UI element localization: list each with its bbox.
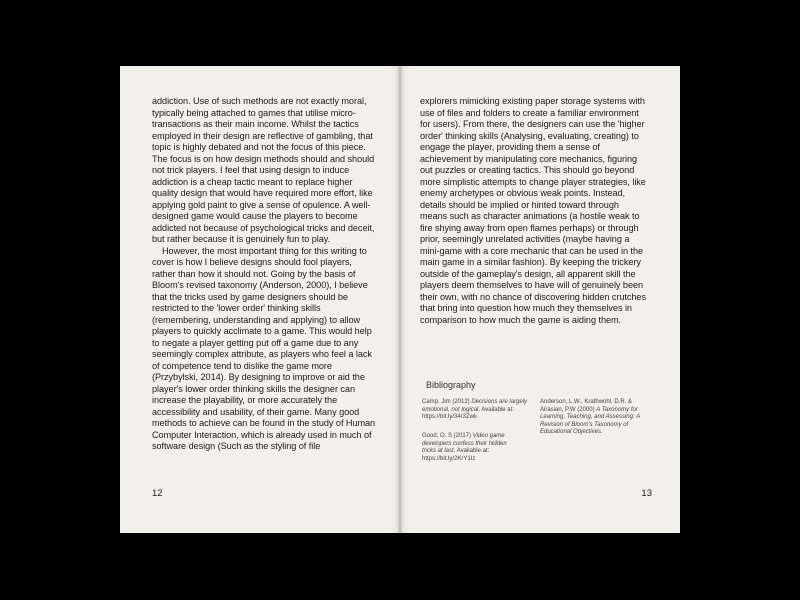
- left-paragraph-2: However, the most important thing for this writing to cover is how I believe designs should fool players, rather than how it should not. Going by the basis of Bloom's revised taxonomy (Anderson, 2000), I believe that the tricks used by game designers should be restricted to the 'lower order' thinking skills (remembering, understanding and applying) to allow players to quickly acclimate to a game. This would help to negate a player getting put off a game due to any seemingly complex attribute, as players who feel a lack of competence tend to dislike the game more (Przybylski, 2014). By designing to improve or aid the player's lower order thinking skills the designer can increase the playability, or more accurately the accessibility and usability, of their game. Many good methods to achieve can be found in the study of Human Computer Interaction, which is already used in much of software design (Such as the styling of file: [152, 245, 376, 451]
- page-number-left: 12: [152, 488, 163, 499]
- left-page-body: [152, 96, 376, 453]
- bibliography-entry-camp: [422, 399, 537, 422]
- bibliography-entry-good: [422, 433, 522, 463]
- left-paragraph-1: addiction. Use of such methods are not exactly moral, typically being attached to games that utilise micro-transactions as their main income. Whilst the tactics employed in their design are reflective of gambling, that topic is highly debated and not the focus of this piece. The focus is on how design methods should and should not trick players. I feel that using design to induce addiction is a cheap tactic meant to replace higher quality design that would have required more effort, like applying gold paint to give a sense of opulence. A well-designed game would cause the players to become addicted not because of psychological tricks and deceit, but rather because it is genuinely fun to play.: [152, 96, 375, 244]
- bib-anderson-author: Anderson, L.W., Krathwohl, D.R. & Airasian, P.W (2000): [540, 399, 633, 413]
- book-spread: [120, 66, 680, 533]
- bib-camp-rest: . Available at: https://bit.ly/34r3Zwk: [422, 406, 514, 421]
- bib-anderson-title: A Taxonomy for Learning, Teaching, and Assessing: A Revision of Bloom's Taxonomy of Educational Objectives.: [540, 406, 640, 436]
- bibliography-entry-anderson: [540, 399, 652, 437]
- right-page: [400, 66, 680, 533]
- bib-good-rest: . Available at: https://bit.ly/2KrY1Iz: [422, 448, 490, 462]
- bib-good-title: Video game developers confess their hidden tricks at last: [422, 433, 507, 455]
- bibliography-heading: Bibliography: [426, 380, 476, 390]
- bib-good-author: Good, O. S (2017): [422, 433, 473, 439]
- book-gutter: [398, 66, 402, 533]
- left-page: [120, 66, 400, 533]
- bib-camp-author: Camp, Jim (2012): [422, 399, 472, 405]
- page-number-right: 13: [641, 488, 652, 499]
- bib-camp-title: Decisions are largely emotional, not logical: [422, 399, 528, 413]
- right-paragraph-1: explorers mimicking existing paper storage systems with use of files and folders to create a familiar environment for users). From there, the designers can use the 'higher order' thinking skills (Analysing, evaluating, creating) to engage the player, providing them a sense of achievement by manipulating core mechanics, figuring out puzzles or creating tactics. This should go beyond more simplistic attempts to change player strategies, like enemy archetypes or obvious weak points. Instead, details should be implied or hinted toward through means such as character animations (a hostile weak to fire shying away from open flames perhaps) or through prior, seemingly unrelated activities (maybe having a mini-game with a core mechanic that can be used in the main game in a similar fashion). By keeping the trickery outside of the gameplay's design, all apparent skill the players deem themselves to have will of genuinely been their own, with no chance of discovering hidden crutches that bring into question how much they themselves in comparison to how much the game is aiding them.: [420, 96, 646, 325]
- right-page-body: [420, 96, 646, 326]
